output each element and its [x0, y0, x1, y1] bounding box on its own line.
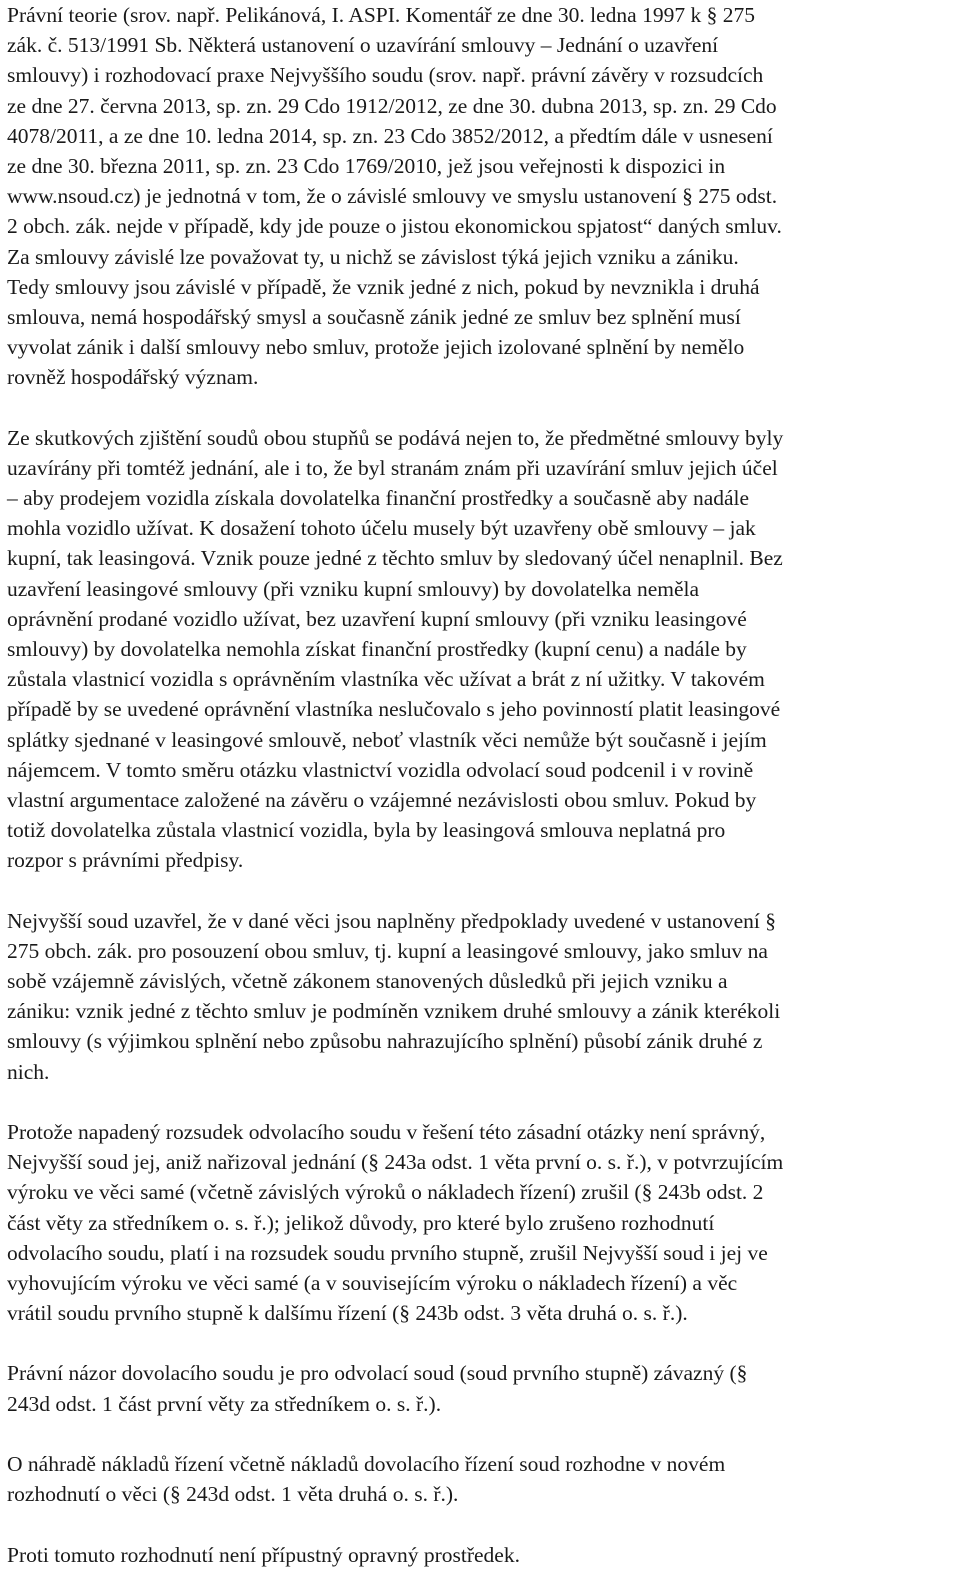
- text-line: Proti tomuto rozhodnutí není přípustný opravný prostředek.: [7, 1542, 520, 1567]
- text-line: mohla vozidlo užívat. K dosažení tohoto účelu musely být uzavřeny obě smlouvy – jak: [7, 516, 756, 541]
- text-line: vyvolat zánik i další smlouvy nebo smluv, protože jejich izolované splnění by nemělo: [7, 335, 745, 360]
- paragraph-spacer: [7, 1328, 953, 1358]
- text-line: ze dne 27. června 2013, sp. zn. 29 Cdo 1912/2012, ze dne 30. dubna 2013, sp. zn. 29 Cdo: [7, 93, 777, 118]
- text-line: Právní názor dovolacího soudu je pro odvolací soud (soud prvního stupně) závazný (§: [7, 1361, 748, 1386]
- paragraph-spacer: [7, 875, 953, 905]
- text-line: nájemcem. V tomto směru otázku vlastnictví vozidla odvolací soud podcenil i v rovině: [7, 757, 754, 782]
- text-line: ze dne 30. března 2011, sp. zn. 23 Cdo 1769/2010, jež jsou veřejnosti k dispozici in: [7, 153, 726, 178]
- text-line: uzavření leasingové smlouvy (při vzniku kupní smlouvy) by dovolatelka neměla: [7, 576, 700, 601]
- text-line: Ze skutkových zjištění soudů obou stupňů se podává nejen to, že předmětné smlouvy byly: [7, 425, 784, 450]
- paragraph-factual-findings: [7, 423, 953, 876]
- text-line: totiž dovolatelka zůstala vlastnicí vozidla, byla by leasingová smlouva neplatná pro: [7, 818, 726, 843]
- text-line: část věty za středníkem o. s. ř.); jelikož důvody, pro které bylo zrušeno rozhodnutí: [7, 1210, 715, 1235]
- paragraph-no-remedy: [7, 1540, 953, 1570]
- text-line: smlouvy (s výjimkou splnění nebo způsobu nahrazujícího splnění) působí zánik druhé z: [7, 1029, 763, 1054]
- paragraph-legal-theory: [7, 0, 953, 392]
- text-line: případě by se uvedené oprávnění vlastníka neslučovalo s jeho povinností platit leasingové: [7, 697, 781, 722]
- text-line: vlastní argumentace založené na závěru o vzájemné nezávislosti obou smluv. Pokud by: [7, 787, 757, 812]
- paragraph-spacer: [7, 392, 953, 422]
- document-page: [7, 0, 953, 1570]
- text-line: rovněž hospodářský význam.: [7, 365, 259, 390]
- paragraph-judgment-annulled: [7, 1117, 953, 1328]
- text-line: Za smlouvy závislé lze považovat ty, u nichž se závislost týká jejich vzniku a zániku.: [7, 244, 739, 269]
- text-line: www.nsoud.cz) je jednotná v tom, že o závislé smlouvy ve smyslu ustanovení § 275 odst.: [7, 184, 778, 209]
- text-line: vrátil soudu prvního stupně k dalšímu řízení (§ 243b odst. 3 věta druhá o. s. ř.).: [7, 1301, 688, 1326]
- text-line: Právní teorie (srov. např. Pelikánová, I. ASPI. Komentář ze dne 30. ledna 1997 k § 275: [7, 3, 755, 27]
- text-line: – aby prodejem vozidla získala dovolatelka finanční prostředky a současně aby nadále: [7, 486, 750, 510]
- paragraph-spacer: [7, 1419, 953, 1449]
- text-line: Tedy smlouvy jsou závislé v případě, že vznik jedné z nich, pokud by nevznikla i druhá: [7, 274, 760, 299]
- text-line: Protože napadený rozsudek odvolacího soudu v řešení této zásadní otázky není správný,: [7, 1119, 766, 1144]
- text-line: zůstala vlastnicí vozidla s oprávněním vlastníka věc užívat a brát z ní užitky. V takovém: [7, 667, 765, 692]
- text-line: smlouva, nemá hospodářský smysl a současně zánik jedné ze smluv bez splnění musí: [7, 304, 741, 329]
- paragraph-supreme-court-conclusion: [7, 906, 953, 1087]
- text-line: 2 obch. zák. nejde v případě, kdy jde pouze o jistou ekonomickou spjatost“ daných smluv.: [7, 214, 782, 239]
- text-line: odvolacího soudu, platí i na rozsudek soudu prvního stupně, zrušil Nejvyšší soud i jej ve: [7, 1240, 768, 1265]
- text-line: splátky sjednané v leasingové smlouvě, neboť vlastník věci nemůže být současně i jejím: [7, 727, 767, 752]
- text-line: zák. č. 513/1991 Sb. Některá ustanovení o uzavírání smlouvy – Jednání o uzavření: [7, 33, 719, 58]
- text-line: smlouvy) i rozhodovací praxe Nejvyššího soudu (srov. např. právní závěry v rozsudcích: [7, 63, 764, 88]
- text-line: 243d odst. 1 část první věty za středníkem o. s. ř.).: [7, 1391, 442, 1416]
- text-line: sobě vzájemně závislých, včetně zákonem stanovených důsledků při jejich vzniku a: [7, 969, 728, 993]
- text-line: kupní, tak leasingová. Vznik pouze jedné z těchto smluv by sledovaný účel nenaplnil. Bez: [7, 546, 783, 571]
- text-line: rozpor s právními předpisy.: [7, 848, 244, 873]
- text-line: 4078/2011, a ze dne 10. ledna 2014, sp. zn. 23 Cdo 3852/2012, a předtím dále v usnesení: [7, 123, 773, 148]
- text-line: Nejvyšší soud jej, aniž nařizoval jednání (§ 243a odst. 1 věta první o. s. ř.), v potvrzujícím: [7, 1150, 784, 1175]
- text-line: oprávnění prodané vozidlo užívat, bez uzavření kupní smlouvy (při vzniku leasingové: [7, 606, 747, 631]
- text-line: vyhovujícím výroku ve věci samé (a v souvisejícím výroku o nákladech řízení) a věc: [7, 1270, 738, 1295]
- text-line: Nejvyšší soud uzavřel, že v dané věci jsou naplněny předpoklady uvedené v ustanovení §: [7, 908, 777, 933]
- paragraph-binding-opinion: [7, 1358, 953, 1418]
- text-line: zániku: vznik jedné z těchto smluv je podmíněn vznikem druhé smlouvy a zánik kterékoli: [7, 999, 781, 1024]
- text-line: rozhodnutí o věci (§ 243d odst. 1 věta druhá o. s. ř.).: [7, 1482, 459, 1507]
- text-line: smlouvy) by dovolatelka nemohla získat finanční prostředky (kupní cenu) a nadále by: [7, 636, 747, 661]
- text-line: O náhradě nákladů řízení včetně nákladů dovolacího řízení soud rozhodne v novém: [7, 1452, 726, 1476]
- text-line: uzavírány při tomtéž jednání, ale i to, že byl stranám znám při uzavírání smluv jejich účel: [7, 455, 778, 480]
- paragraph-spacer: [7, 1087, 953, 1117]
- text-line: 275 obch. zák. pro posouzení obou smluv, tj. kupní a leasingové smlouvy, jako smluv na: [7, 938, 768, 963]
- paragraph-spacer: [7, 1509, 953, 1539]
- text-line: nich.: [7, 1059, 50, 1084]
- paragraph-costs: [7, 1449, 953, 1509]
- text-line: výroku ve věci samé (včetně závislých výroků o nákladech řízení) zrušil (§ 243b odst. 2: [7, 1180, 764, 1205]
